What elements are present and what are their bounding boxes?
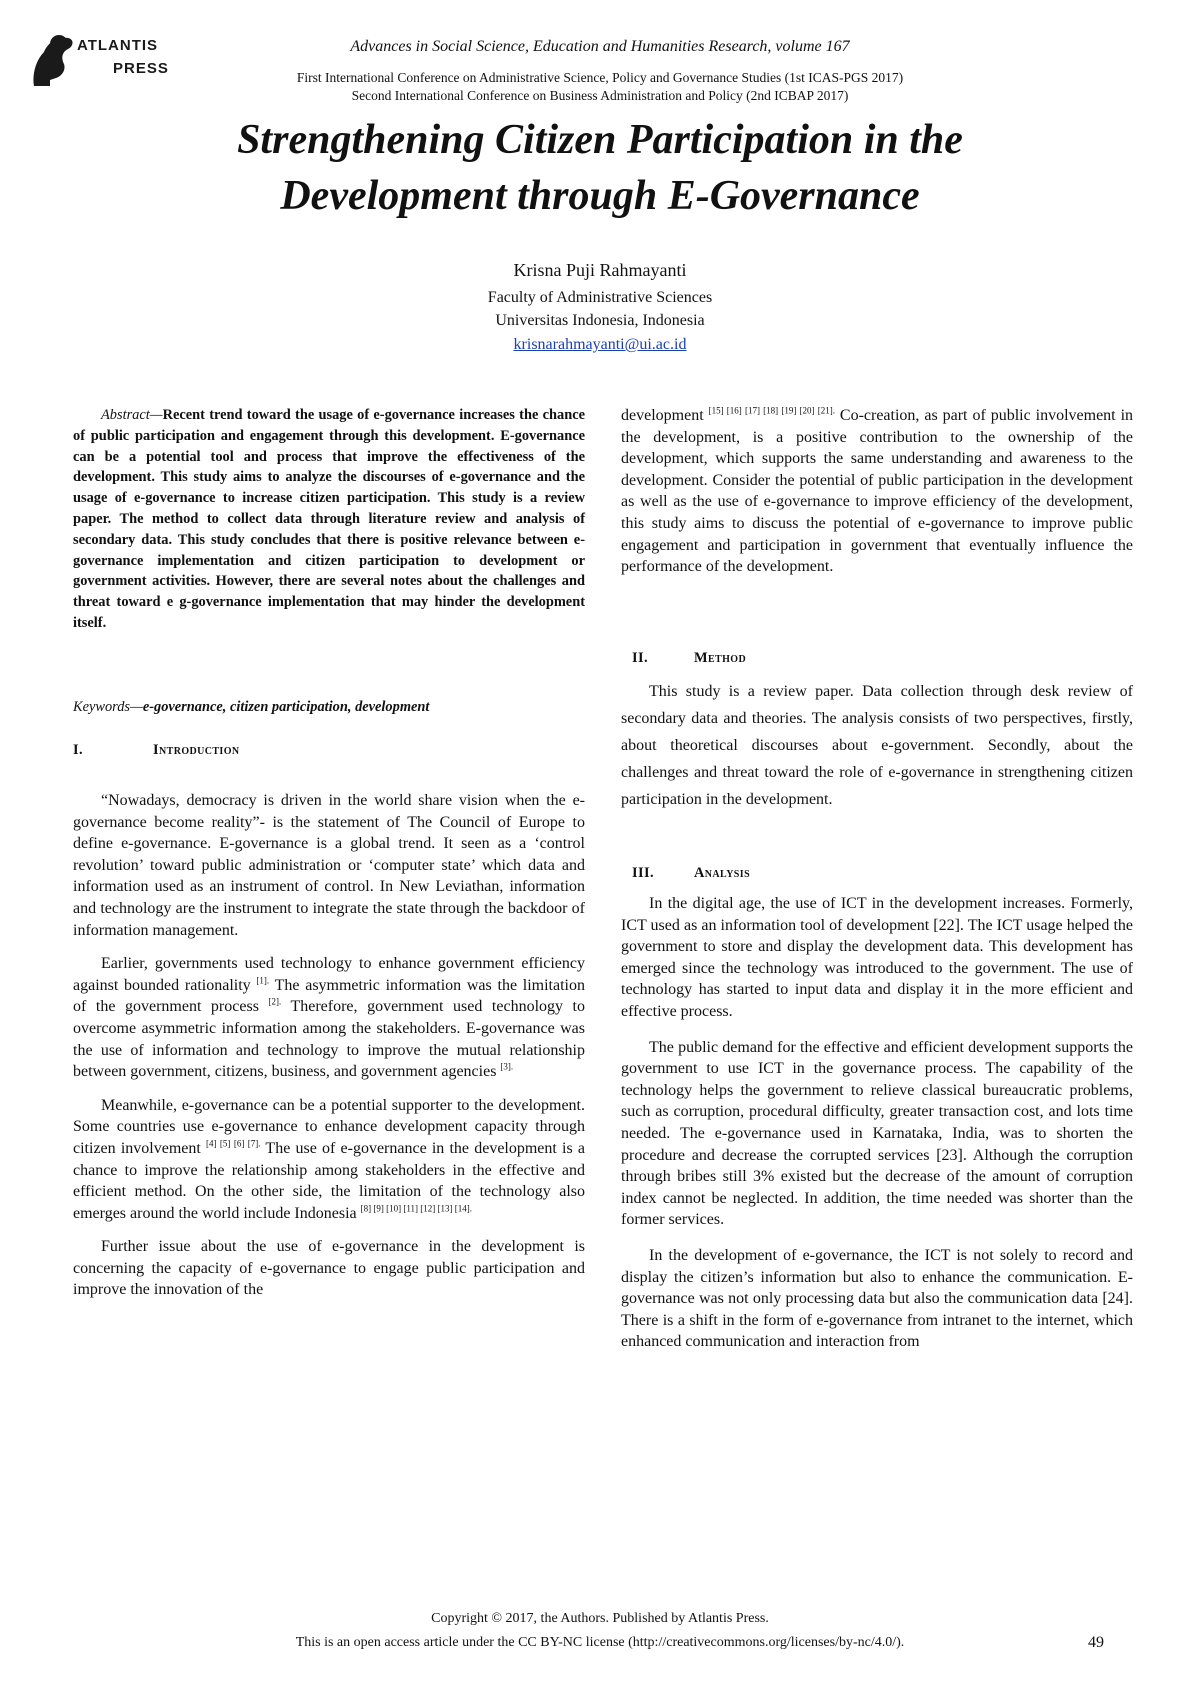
abstract — [73, 405, 585, 634]
page-number: 49 — [1088, 1634, 1104, 1651]
citation: [4] [5] [6] [7]. — [206, 1138, 261, 1149]
conference-line-2: Second International Conference on Business Administration and Policy (2nd ICBAP 2017) — [351, 88, 849, 103]
paragraph: This study is a review paper. Data collection through desk review of secondary data and theories. The analysis consists of two perspectives, firstly, about theoretical discourses about e-government. Secondly, about the challenges and threat toward the role of e-governance in strengthening citizen participation in the development. — [621, 683, 1133, 808]
title-line-2: Development through E-Governance — [280, 173, 920, 219]
citation: [2]. — [268, 997, 282, 1008]
paragraph: Further issue about the use of e-governance in the development is concerning the capacity of e-governance to engage public participation and improve the innovation of the — [73, 1238, 585, 1299]
citation: [8] [9] [10] [11] [12] [13] [14]. — [360, 1203, 472, 1214]
paragraph: “Nowadays, democracy is driven in the world share vision when the e-governance become reality”- is the statement of The Council of Europe to define e-governance. E-governance is a global trend. It seen as a ‘control revolution’ toward public administration or ‘computer state’ which data and information used as an instrument of control. In New Leviathan, information and technology are the instrument to integrate the state through the backdoor of information management. — [73, 792, 585, 939]
section-number: III. — [632, 865, 654, 881]
paragraph-text: Earlier, governments used technology to enhance government efficiency against bounded rationality — [73, 955, 585, 994]
section-title: Method — [694, 650, 747, 666]
abstract-label: Abstract— — [101, 407, 163, 423]
author-email-link[interactable]: krisnarahmayanti@ui.ac.id — [513, 336, 687, 353]
conference-line-1: First International Conference on Administrative Science, Policy and Governance Studies (1st ICAS-PGS 2017) — [296, 70, 904, 85]
paragraph-text: development — [621, 407, 704, 424]
author-affiliation-faculty: Faculty of Administrative Sciences — [487, 289, 713, 306]
author-affiliation-university: Universitas Indonesia, Indonesia — [495, 312, 705, 329]
footer-copyright: Copyright © 2017, the Authors. Published by Atlantis Press. — [431, 1611, 769, 1626]
keywords-text: e-governance, citizen participation, development — [142, 699, 430, 715]
method-body — [621, 678, 1133, 813]
keywords — [73, 697, 585, 719]
publisher-line-2: PRESS — [113, 60, 169, 77]
paragraph-text: The asymmetric information was the limitation of the government process — [73, 976, 585, 1016]
footer-license: This is an open access article under the CC BY-NC license (http://creativecommons.org/licenses/by-nc/4.0/). — [295, 1635, 905, 1650]
paragraph-text: Therefore, government used technology to overcome asymmetric information among the stakeholders. E-governance was the use of information and technology to improve the mutual relationship between government, citizens, business, and government agencies — [73, 998, 586, 1081]
publisher-line-1: ATLANTIS — [77, 37, 159, 54]
paragraph — [73, 953, 585, 1083]
abstract-text: Recent trend toward the usage of e-governance increases the chance of public participation and engagement through this development. E-governance can be a potential tool and process that improve the effectiveness of the development. This study aims to analyze the discourses of e-governance and the usage of e-governance to increase citizen participation. This study is a review paper. The method to collect data through literature review and analysis of secondary data. This study concludes that there is positive relevance between e-governance implementation and citizen participation to development or government activities. However, there are several notes about the challenges and threat toward e g-governance implementation that may hinder the development itself. — [73, 407, 585, 631]
citation: [3]. — [500, 1061, 514, 1072]
author-name: Krisna Puji Rahmayanti — [513, 260, 687, 280]
paragraph — [73, 1095, 585, 1225]
paragraph: In the development of e-governance, the ICT is not solely to record and display the citizen’s information but also to enhance the communication. E-governance was not only processing data but also the communication data [24]. There is a shift in the form of e-governance from intranet to the internet, which enhanced communication and interaction from — [621, 1246, 1133, 1351]
author-email — [0, 336, 1200, 354]
citation: [15] [16] [17] [18] [19] [20] [21]. — [708, 405, 835, 416]
title-line-1: Strengthening Citizen Participation in the — [237, 117, 963, 163]
section-number: I. — [73, 742, 83, 758]
section-number: II. — [632, 650, 648, 666]
paragraph — [621, 405, 1133, 578]
paragraph-text: The use of e-governance in the development is a chance to improve the relationship among stakeholders in the effective and efficient method. On the other side, the limitation of the technology also emerges around the world include Indonesia — [73, 1139, 586, 1222]
journal-series: Advances in Social Science, Education and Humanities Research, volume 167 — [350, 38, 850, 55]
introduction-body — [73, 790, 585, 1301]
analysis-body — [621, 893, 1133, 1353]
section-heading-method — [632, 650, 746, 667]
paragraph-text: Co-creation, as part of public involvement in the development, is a positive contribution to the ownership of the development, which supports the same understanding and awareness to the development. Consider the potential of public participation in the development as well as the use of e-governance to improve efficiency of the development, this study aims to discuss the potential of e-governance to improve public engagement and participation in government that eventually influence the performance of the development. — [621, 407, 1134, 576]
paragraph: In the digital age, the use of ICT in the development increases. Formerly, ICT used as an information tool of development [22]. The ICT usage helped the government to store and display the development data. This development has emerged since the technology was introduced to the government. The use of technology has started to input data and display it in the more efficient and effective process. — [621, 895, 1133, 1020]
section-title: Analysis — [694, 865, 751, 881]
section-heading-analysis — [632, 865, 750, 882]
paragraph-text: Meanwhile, e-governance can be a potential supporter to the development. Some countries use e-governance to enhance development capacity through citizen involvement — [73, 1096, 585, 1157]
section-heading-introduction — [73, 742, 240, 759]
section-title: Introduction — [153, 742, 240, 758]
paper-title — [60, 112, 1140, 224]
citation: [1]. — [256, 975, 270, 986]
paragraph: The public demand for the effective and efficient development supports the government to use ICT in the governance process. The capability of the technology helps the government to relieve classical bureaucratic problems, such as corruption, procedural difficulty, greater transaction cost, and lots time needed. The e-governance used in Karnataka, India, was to shorten the procedure and decrease the corrupted services [23]. Although the corruption through bribes still 3% existed but the decrease of the amount of corruption index cannot be neglected. In addition, the time needed was shorter than the former services. — [621, 1038, 1133, 1229]
introduction-body-continued — [621, 405, 1133, 578]
keywords-label: Keywords— — [73, 699, 143, 715]
